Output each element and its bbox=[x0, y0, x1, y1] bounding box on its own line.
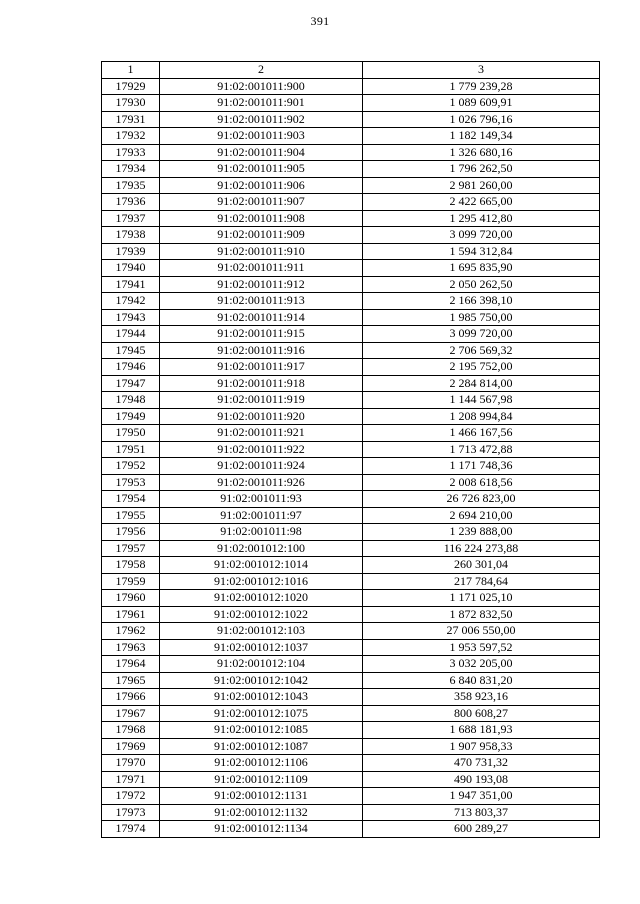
table-row bbox=[102, 804, 600, 821]
table-row bbox=[102, 689, 600, 706]
cadastral-value-cell: 2 166 398,10 bbox=[363, 293, 600, 310]
column-header-value: 3 bbox=[363, 62, 600, 79]
cadastral-number-cell: 91:02:001011:922 bbox=[160, 441, 363, 458]
row-number-cell: 17954 bbox=[102, 491, 160, 508]
cadastral-value-cell: 1 182 149,34 bbox=[363, 128, 600, 145]
cadastral-number-cell: 91:02:001011:919 bbox=[160, 392, 363, 409]
cadastral-value-cell: 217 784,64 bbox=[363, 573, 600, 590]
table-row bbox=[102, 128, 600, 145]
cadastral-value-cell: 1 295 412,80 bbox=[363, 210, 600, 227]
cadastral-value-cell: 2 195 752,00 bbox=[363, 359, 600, 376]
row-number-cell: 17963 bbox=[102, 639, 160, 656]
cadastral-value-cell: 3 099 720,00 bbox=[363, 227, 600, 244]
cadastral-value-cell: 1 947 351,00 bbox=[363, 788, 600, 805]
cadastral-value-cell: 358 923,16 bbox=[363, 689, 600, 706]
row-number-cell: 17946 bbox=[102, 359, 160, 376]
row-number-cell: 17949 bbox=[102, 408, 160, 425]
table-row bbox=[102, 342, 600, 359]
table-row bbox=[102, 458, 600, 475]
row-number-cell: 17934 bbox=[102, 161, 160, 178]
table-row bbox=[102, 606, 600, 623]
table-row bbox=[102, 722, 600, 739]
cadastral-number-cell: 91:02:001011:914 bbox=[160, 309, 363, 326]
table-row bbox=[102, 705, 600, 722]
cadastral-value-cell: 1 713 472,88 bbox=[363, 441, 600, 458]
cadastral-value-cell: 2 284 814,00 bbox=[363, 375, 600, 392]
cadastral-number-cell: 91:02:001011:900 bbox=[160, 78, 363, 95]
cadastral-number-cell: 91:02:001011:904 bbox=[160, 144, 363, 161]
cadastral-value-cell: 1 907 958,33 bbox=[363, 738, 600, 755]
row-number-cell: 17935 bbox=[102, 177, 160, 194]
cadastral-value-cell: 1 208 994,84 bbox=[363, 408, 600, 425]
row-number-cell: 17969 bbox=[102, 738, 160, 755]
cadastral-number-cell: 91:02:001011:98 bbox=[160, 524, 363, 541]
cadastral-value-cell: 1 985 750,00 bbox=[363, 309, 600, 326]
table-row bbox=[102, 557, 600, 574]
cadastral-number-cell: 91:02:001011:918 bbox=[160, 375, 363, 392]
table-row bbox=[102, 210, 600, 227]
row-number-cell: 17936 bbox=[102, 194, 160, 211]
cadastral-number-cell: 91:02:001011:908 bbox=[160, 210, 363, 227]
row-number-cell: 17967 bbox=[102, 705, 160, 722]
cadastral-number-cell: 91:02:001011:901 bbox=[160, 95, 363, 112]
table-row bbox=[102, 144, 600, 161]
table-row bbox=[102, 243, 600, 260]
table-row bbox=[102, 375, 600, 392]
cadastral-number-cell: 91:02:001011:917 bbox=[160, 359, 363, 376]
table-row bbox=[102, 95, 600, 112]
cadastral-value-table bbox=[101, 61, 600, 838]
table-row bbox=[102, 177, 600, 194]
cadastral-number-cell: 91:02:001011:913 bbox=[160, 293, 363, 310]
cadastral-number-cell: 91:02:001011:905 bbox=[160, 161, 363, 178]
cadastral-value-cell: 1 144 567,98 bbox=[363, 392, 600, 409]
cadastral-number-cell: 91:02:001011:921 bbox=[160, 425, 363, 442]
cadastral-number-cell: 91:02:001011:920 bbox=[160, 408, 363, 425]
table-row bbox=[102, 738, 600, 755]
row-number-cell: 17933 bbox=[102, 144, 160, 161]
row-number-cell: 17948 bbox=[102, 392, 160, 409]
cadastral-value-cell: 1 688 181,93 bbox=[363, 722, 600, 739]
row-number-cell: 17951 bbox=[102, 441, 160, 458]
row-number-cell: 17958 bbox=[102, 557, 160, 574]
cadastral-number-cell: 91:02:001011:93 bbox=[160, 491, 363, 508]
cadastral-number-cell: 91:02:001011:902 bbox=[160, 111, 363, 128]
cadastral-value-cell: 1 171 748,36 bbox=[363, 458, 600, 475]
row-number-cell: 17962 bbox=[102, 623, 160, 640]
cadastral-value-cell: 2 008 618,56 bbox=[363, 474, 600, 491]
cadastral-number-cell: 91:02:001011:926 bbox=[160, 474, 363, 491]
row-number-cell: 17939 bbox=[102, 243, 160, 260]
table-row bbox=[102, 656, 600, 673]
cadastral-number-cell: 91:02:001012:1043 bbox=[160, 689, 363, 706]
table-row bbox=[102, 260, 600, 277]
cadastral-value-cell: 1 466 167,56 bbox=[363, 425, 600, 442]
cadastral-number-cell: 91:02:001012:1131 bbox=[160, 788, 363, 805]
cadastral-number-cell: 91:02:001012:104 bbox=[160, 656, 363, 673]
cadastral-value-cell: 1 239 888,00 bbox=[363, 524, 600, 541]
row-number-cell: 17947 bbox=[102, 375, 160, 392]
cadastral-number-cell: 91:02:001012:1016 bbox=[160, 573, 363, 590]
cadastral-number-cell: 91:02:001012:1132 bbox=[160, 804, 363, 821]
cadastral-value-cell: 800 608,27 bbox=[363, 705, 600, 722]
cadastral-value-cell: 713 803,37 bbox=[363, 804, 600, 821]
row-number-cell: 17955 bbox=[102, 507, 160, 524]
cadastral-value-cell: 1 089 609,91 bbox=[363, 95, 600, 112]
row-number-cell: 17968 bbox=[102, 722, 160, 739]
table-row bbox=[102, 392, 600, 409]
cadastral-value-cell: 1 594 312,84 bbox=[363, 243, 600, 260]
row-number-cell: 17952 bbox=[102, 458, 160, 475]
cadastral-value-cell: 26 726 823,00 bbox=[363, 491, 600, 508]
row-number-cell: 17956 bbox=[102, 524, 160, 541]
row-number-cell: 17965 bbox=[102, 672, 160, 689]
cadastral-value-cell: 2 706 569,32 bbox=[363, 342, 600, 359]
cadastral-number-cell: 91:02:001012:1106 bbox=[160, 755, 363, 772]
row-number-cell: 17964 bbox=[102, 656, 160, 673]
row-number-cell: 17931 bbox=[102, 111, 160, 128]
cadastral-number-cell: 91:02:001011:907 bbox=[160, 194, 363, 211]
cadastral-number-cell: 91:02:001011:916 bbox=[160, 342, 363, 359]
cadastral-number-cell: 91:02:001011:903 bbox=[160, 128, 363, 145]
cadastral-number-cell: 91:02:001012:1109 bbox=[160, 771, 363, 788]
cadastral-number-cell: 91:02:001012:1022 bbox=[160, 606, 363, 623]
cadastral-number-cell: 91:02:001012:1087 bbox=[160, 738, 363, 755]
table-row bbox=[102, 507, 600, 524]
cadastral-value-cell: 600 289,27 bbox=[363, 821, 600, 838]
cadastral-value-cell: 3 099 720,00 bbox=[363, 326, 600, 343]
table-row bbox=[102, 78, 600, 95]
cadastral-number-cell: 91:02:001012:100 bbox=[160, 540, 363, 557]
column-header-cadastral-number: 2 bbox=[160, 62, 363, 79]
cadastral-number-cell: 91:02:001012:1085 bbox=[160, 722, 363, 739]
row-number-cell: 17940 bbox=[102, 260, 160, 277]
cadastral-number-cell: 91:02:001012:1020 bbox=[160, 590, 363, 607]
cadastral-number-cell: 91:02:001011:911 bbox=[160, 260, 363, 277]
cadastral-number-cell: 91:02:001012:1075 bbox=[160, 705, 363, 722]
cadastral-value-cell: 1 953 597,52 bbox=[363, 639, 600, 656]
cadastral-value-cell: 1 326 680,16 bbox=[363, 144, 600, 161]
row-number-cell: 17961 bbox=[102, 606, 160, 623]
cadastral-number-cell: 91:02:001011:912 bbox=[160, 276, 363, 293]
row-number-cell: 17973 bbox=[102, 804, 160, 821]
table-row bbox=[102, 540, 600, 557]
cadastral-value-cell: 1 796 262,50 bbox=[363, 161, 600, 178]
cadastral-number-cell: 91:02:001012:1134 bbox=[160, 821, 363, 838]
table-row bbox=[102, 672, 600, 689]
table-row bbox=[102, 227, 600, 244]
cadastral-number-cell: 91:02:001012:1014 bbox=[160, 557, 363, 574]
row-number-cell: 17950 bbox=[102, 425, 160, 442]
row-number-cell: 17944 bbox=[102, 326, 160, 343]
table-row bbox=[102, 309, 600, 326]
table-row bbox=[102, 293, 600, 310]
table-row bbox=[102, 161, 600, 178]
table-row bbox=[102, 788, 600, 805]
cadastral-number-cell: 91:02:001011:924 bbox=[160, 458, 363, 475]
row-number-cell: 17943 bbox=[102, 309, 160, 326]
row-number-cell: 17929 bbox=[102, 78, 160, 95]
table-row bbox=[102, 408, 600, 425]
row-number-cell: 17938 bbox=[102, 227, 160, 244]
row-number-cell: 17941 bbox=[102, 276, 160, 293]
cadastral-value-cell: 1 695 835,90 bbox=[363, 260, 600, 277]
cadastral-number-cell: 91:02:001012:1042 bbox=[160, 672, 363, 689]
table-row bbox=[102, 771, 600, 788]
table-row bbox=[102, 194, 600, 211]
table-row bbox=[102, 524, 600, 541]
row-number-cell: 17957 bbox=[102, 540, 160, 557]
row-number-cell: 17970 bbox=[102, 755, 160, 772]
table-row bbox=[102, 590, 600, 607]
table-body bbox=[102, 78, 600, 837]
table-row bbox=[102, 755, 600, 772]
cadastral-value-cell: 3 032 205,00 bbox=[363, 656, 600, 673]
row-number-cell: 17953 bbox=[102, 474, 160, 491]
table-row bbox=[102, 573, 600, 590]
row-number-cell: 17932 bbox=[102, 128, 160, 145]
cadastral-number-cell: 91:02:001012:1037 bbox=[160, 639, 363, 656]
row-number-cell: 17942 bbox=[102, 293, 160, 310]
cadastral-value-cell: 27 006 550,00 bbox=[363, 623, 600, 640]
cadastral-number-cell: 91:02:001011:915 bbox=[160, 326, 363, 343]
table-row bbox=[102, 276, 600, 293]
row-number-cell: 17959 bbox=[102, 573, 160, 590]
table-row bbox=[102, 359, 600, 376]
table-row bbox=[102, 491, 600, 508]
row-number-cell: 17960 bbox=[102, 590, 160, 607]
cadastral-value-cell: 1 872 832,50 bbox=[363, 606, 600, 623]
table-row bbox=[102, 441, 600, 458]
cadastral-value-cell: 260 301,04 bbox=[363, 557, 600, 574]
cadastral-value-cell: 470 731,32 bbox=[363, 755, 600, 772]
table-row bbox=[102, 639, 600, 656]
row-number-cell: 17974 bbox=[102, 821, 160, 838]
cadastral-number-cell: 91:02:001011:910 bbox=[160, 243, 363, 260]
cadastral-number-cell: 91:02:001011:97 bbox=[160, 507, 363, 524]
table-header-row bbox=[102, 62, 600, 79]
table-row bbox=[102, 425, 600, 442]
cadastral-number-cell: 91:02:001011:909 bbox=[160, 227, 363, 244]
cadastral-value-cell: 1 171 025,10 bbox=[363, 590, 600, 607]
table-row bbox=[102, 111, 600, 128]
row-number-cell: 17930 bbox=[102, 95, 160, 112]
row-number-cell: 17966 bbox=[102, 689, 160, 706]
cadastral-value-cell: 6 840 831,20 bbox=[363, 672, 600, 689]
cadastral-value-cell: 116 224 273,88 bbox=[363, 540, 600, 557]
cadastral-value-cell: 1 779 239,28 bbox=[363, 78, 600, 95]
page-number: 391 bbox=[310, 14, 330, 28]
cadastral-value-cell: 2 981 260,00 bbox=[363, 177, 600, 194]
cadastral-value-cell: 490 193,08 bbox=[363, 771, 600, 788]
table-row bbox=[102, 326, 600, 343]
table-row bbox=[102, 623, 600, 640]
cadastral-number-cell: 91:02:001012:103 bbox=[160, 623, 363, 640]
table-row bbox=[102, 474, 600, 491]
cadastral-value-cell: 2 694 210,00 bbox=[363, 507, 600, 524]
cadastral-number-cell: 91:02:001011:906 bbox=[160, 177, 363, 194]
column-header-number: 1 bbox=[102, 62, 160, 79]
cadastral-value-cell: 2 050 262,50 bbox=[363, 276, 600, 293]
row-number-cell: 17945 bbox=[102, 342, 160, 359]
cadastral-value-cell: 1 026 796,16 bbox=[363, 111, 600, 128]
row-number-cell: 17972 bbox=[102, 788, 160, 805]
row-number-cell: 17937 bbox=[102, 210, 160, 227]
row-number-cell: 17971 bbox=[102, 771, 160, 788]
table-row bbox=[102, 821, 600, 838]
cadastral-value-cell: 2 422 665,00 bbox=[363, 194, 600, 211]
